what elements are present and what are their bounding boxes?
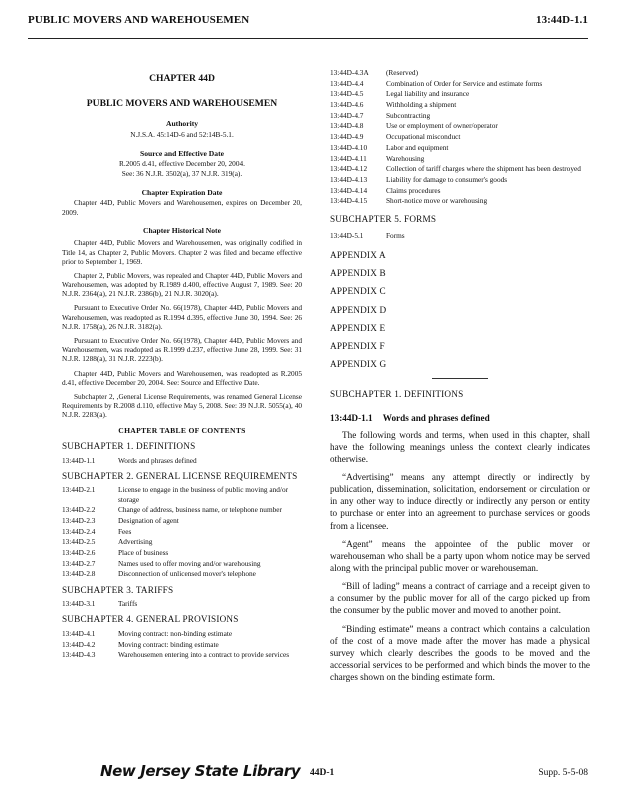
toc-entry-title: Warehousemen entering into a contract to provide services [118, 650, 290, 660]
toc-entry[interactable] [330, 175, 590, 184]
library-logo: New Jersey State Library [100, 762, 301, 780]
header-section-code: 13:44D-1.1 [535, 14, 588, 26]
toc-entry-number: 13:44D-4.9 [330, 132, 364, 142]
toc-entry-number: 13:44D-4.12 [330, 164, 368, 174]
definition-paragraph: “Agent” means the appointee of the public mover or warehouseman who shall be a party upon whom notice may be served along with the principal public mover or warehouseman. [330, 538, 590, 573]
toc-entry-number: 13:44D-4.11 [330, 153, 367, 163]
definition-paragraph: “Binding estimate” means a contract which contains a calculation of the cost of a move made after the mover has made a physical survey which clearly describes the goods to be moved and the accessorial services to be performed and which binds the mover to the charges shown on the binding estimate form. [330, 623, 590, 683]
toc-entry-title: Subcontracting [386, 110, 431, 120]
toc-entry-title: Designation of agent [118, 516, 179, 526]
toc-entry[interactable] [62, 485, 302, 503]
definition-paragraph: “Advertising” means any attempt directly or indirectly by publication, dissemination, solicitation, endorsement or circulation or in any other way to induce directly or indirectly any person or entity to purchase or enter into an agreement to purchase services or goods from a licensee. [330, 471, 590, 531]
toc-entry[interactable] [62, 456, 302, 465]
toc-entry-title: Moving contract: non-binding estimate [118, 629, 233, 639]
chapter-title: PUBLIC MOVERS AND WAREHOUSEMEN [86, 98, 278, 110]
toc-entry-title: Place of business [118, 548, 169, 558]
toc-entry[interactable] [330, 121, 590, 130]
toc-entry-number: 13:44D-2.3 [62, 516, 96, 526]
toc-entry-title: Warehousing [386, 153, 425, 163]
toc-entry-number: 13:44D-4.14 [330, 185, 368, 195]
toc-entry-title: Combination of Order for Service and estimate forms [386, 78, 543, 88]
authority-heading: Authority [165, 119, 199, 129]
toc-entry[interactable] [330, 68, 590, 77]
toc-entry-title: Tariffs [118, 599, 138, 609]
toc-entry[interactable] [330, 111, 590, 120]
history-paragraph: Pursuant to Executive Order No. 66(1978), Chapter 44D, Public Movers and Warehousemen, was readopted as R.1999 d.237, effective June 28, 1999. See: 31 N.J.R. 1288(a), 31 N.J.R. 2223(b). [62, 336, 302, 364]
toc-entry-number: 13:44D-4.3A [330, 68, 369, 77]
toc-entry-number: 13:44D-4.2 [62, 639, 96, 649]
toc-entry[interactable] [62, 537, 302, 546]
definition-paragraph: “Bill of lading” means a contract of carriage and a receipt given to a consumer by the public mover for all of the cargo picked up from the consumer by the public mover and moved to another point. [330, 581, 590, 616]
toc-entry-title: Liability for damage to consumer's goods [386, 174, 508, 184]
toc-entry[interactable] [62, 569, 302, 578]
definition-paragraph: The following words and terms, when used in this chapter, shall have the following meanings unless the context clearly indicates otherwise. [330, 429, 590, 464]
toc-entry-title: Forms [386, 231, 405, 241]
toc-entry-number: 13:44D-4.10 [330, 142, 368, 152]
toc-entry[interactable] [62, 599, 302, 608]
page-number: 44D-1 [310, 768, 335, 778]
toc-entry-title: Names used to offer moving and/or warehousing [118, 558, 261, 568]
toc-entry-number: 13:44D-4.7 [330, 110, 364, 120]
history-paragraph: Chapter 44D, Public Movers and Warehousemen, was originally codified in Title 14, as Chapter 2, Public Movers. Chapter 2 was filed and became effective prior to September 1, 1969. [62, 238, 302, 266]
supplement-date: Supp. 5-5-08 [538, 768, 588, 778]
source-line-2: See: 36 N.J.R. 3502(a), 37 N.J.R. 319(a). [121, 168, 243, 178]
toc-entry[interactable] [62, 640, 302, 649]
toc-entry-title: Labor and equipment [386, 142, 449, 152]
history-paragraph: Chapter 44D, Public Movers and Warehousemen, was readopted as R.2005 d.41, effective December 20, 2004. See: Source and Effective Date. [62, 368, 302, 387]
toc-entry[interactable] [62, 650, 302, 659]
history-paragraph: Subchapter 2, ,General License Requirements, was renamed General License Requirements by R.2008 d.110, effective May 5, 2008. See: 39 N.J.R. 5055(a), 40 N.J.R. 2283(a). [62, 391, 302, 420]
toc-entry-title: Moving contract: binding estimate [118, 639, 219, 649]
appendix-b-link[interactable]: APPENDIX B [330, 268, 386, 279]
history-paragraph: Pursuant to Executive Order No. 66(1978), Chapter 44D, Public Movers and Warehousemen, was readopted as R.1994 d.395, effective June 30, 1994. See: 26 N.J.R. 1758(a), 26 N.J.R. 3182(a). [62, 303, 302, 331]
toc-entry-number: 13:44D-2.1 [62, 485, 96, 495]
toc-subchapter-5[interactable]: SUBCHAPTER 5. FORMS [330, 214, 437, 225]
toc-entry[interactable] [330, 79, 590, 88]
expiration-text: Chapter 44D, Public Movers and Warehousemen, expires on December 20, 2009. [62, 198, 302, 217]
section-number: 13:44D-1.1 [330, 412, 373, 423]
section-title [330, 413, 590, 425]
toc-entry-number: 13:44D-4.3 [62, 650, 96, 660]
toc-entry-number: 13:44D-4.15 [330, 196, 368, 206]
chapter-number: CHAPTER 44D [149, 73, 215, 84]
toc-entry-number: 13:44D-4.8 [330, 121, 364, 131]
source-heading: Source and Effective Date [139, 148, 224, 158]
toc-entry[interactable] [330, 186, 590, 195]
section-divider [432, 378, 488, 379]
toc-entry-number: 13:44D-2.7 [62, 558, 96, 568]
toc-entry-title: Occupational misconduct [386, 132, 461, 142]
toc-entry-number: 13:44D-4.13 [330, 174, 368, 184]
appendix-f-link[interactable]: APPENDIX F [330, 340, 385, 351]
authority-text: N.J.S.A. 45:14D-6 and 52:14B-5.1. [130, 129, 234, 139]
appendix-g-link[interactable]: APPENDIX G [330, 358, 387, 369]
toc-entry[interactable] [62, 559, 302, 568]
toc-entry[interactable] [62, 548, 302, 557]
toc-entry-number: 13:44D-3.1 [62, 599, 96, 609]
expiration-heading: Chapter Expiration Date [141, 187, 223, 197]
history-paragraph: Chapter 2, Public Movers, was repealed and Chapter 44D, Public Movers and Warehousemen, was adopted by R.1989 d.400, effective August 7, 1989. See: 20 N.J.R. 2364(a), 21 N.J.R. 2386(b), 21 N.J.R. 3020(a). [62, 270, 302, 299]
toc-entry-title: (Reserved) [386, 68, 419, 77]
appendix-a-link[interactable]: APPENDIX A [330, 250, 386, 261]
toc-entry[interactable] [330, 100, 590, 109]
toc-entry[interactable] [330, 164, 590, 173]
toc-heading: CHAPTER TABLE OF CONTENTS [118, 425, 246, 435]
toc-entry-number: 13:44D-2.6 [62, 548, 96, 558]
toc-entry-number: 13:44D-2.2 [62, 505, 96, 515]
toc-entry-number: 13:44D-5.1 [330, 231, 364, 241]
appendix-e-link[interactable]: APPENDIX E [330, 322, 386, 333]
toc-entry-title: Use or employment of owner/operator [386, 121, 498, 131]
toc-entry[interactable] [330, 154, 590, 163]
history-heading: Chapter Historical Note [143, 225, 221, 235]
appendix-d-link[interactable]: APPENDIX D [330, 304, 387, 315]
toc-entry[interactable] [330, 89, 590, 98]
toc-entry[interactable] [330, 196, 590, 205]
section-name: Words and phrases defined [382, 412, 490, 423]
toc-entry-title: Collection of tariff charges where the shipment has been destroyed [386, 164, 581, 174]
toc-entry-title: Short-notice move or warehousing [386, 196, 488, 206]
toc-entry[interactable] [62, 516, 302, 525]
toc-entry-number: 13:44D-4.5 [330, 89, 364, 99]
toc-entry-title: Disconnection of unlicensed mover's telephone [118, 569, 256, 579]
toc-subchapter-1[interactable]: SUBCHAPTER 1. DEFINITIONS [62, 441, 196, 452]
toc-entry-number: 13:44D-2.5 [62, 537, 96, 547]
toc-entry[interactable] [330, 132, 590, 141]
toc-entry-title: Fees [118, 526, 132, 536]
running-header [28, 14, 588, 39]
toc-entry-title: Claims procedures [386, 185, 441, 195]
header-title: PUBLIC MOVERS AND WAREHOUSEMEN [28, 14, 250, 26]
toc-entry-title: License to engage in the business of public moving and/or storage [118, 485, 289, 504]
toc-entry[interactable] [62, 527, 302, 536]
toc-entry-number: 13:44D-4.4 [330, 78, 364, 88]
page-footer [100, 760, 588, 780]
toc-entry-title: Words and phrases defined [118, 455, 197, 465]
toc-entry-title: Legal liability and insurance [386, 89, 470, 99]
toc-entry-number: 13:44D-1.1 [62, 455, 96, 465]
source-line-1: R.2005 d.41, effective December 20, 2004. [119, 159, 245, 169]
appendix-c-link[interactable]: APPENDIX C [330, 286, 386, 297]
toc-entry-number: 13:44D-4.6 [330, 100, 364, 110]
toc-subchapter-3[interactable]: SUBCHAPTER 3. TARIFFS [62, 584, 174, 595]
toc-entry-number: 13:44D-2.8 [62, 569, 96, 579]
toc-subchapter-2[interactable]: SUBCHAPTER 2. GENERAL LICENSE REQUIREMENTS [62, 470, 298, 481]
toc-entry-number: 13:44D-2.4 [62, 526, 96, 536]
toc-entry-title: Withholding a shipment [386, 100, 457, 110]
toc-entry-number: 13:44D-4.1 [62, 629, 96, 639]
right-column [330, 68, 590, 689]
toc-entry-title: Change of address, business name, or telephone number [118, 505, 282, 515]
subchapter-1-heading: SUBCHAPTER 1. DEFINITIONS [330, 389, 464, 400]
toc-subchapter-4[interactable]: SUBCHAPTER 4. GENERAL PROVISIONS [62, 614, 239, 625]
toc-entry-title: Advertising [118, 537, 153, 547]
toc-entry[interactable] [62, 505, 302, 514]
toc-entry[interactable] [62, 629, 302, 638]
left-column [62, 68, 302, 661]
toc-entry[interactable] [330, 143, 590, 152]
toc-entry[interactable] [330, 231, 590, 240]
